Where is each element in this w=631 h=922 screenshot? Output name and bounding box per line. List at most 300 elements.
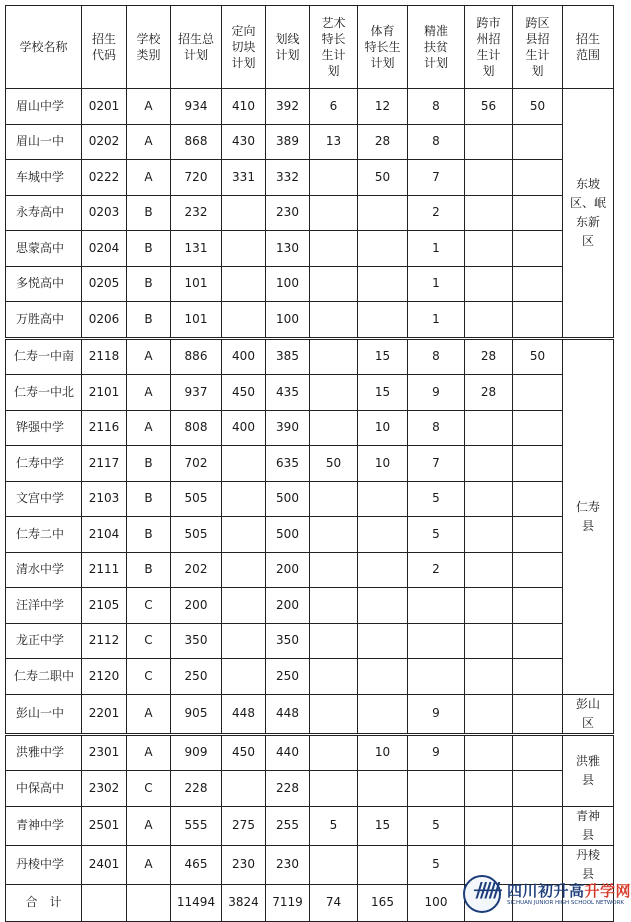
code-cell: 2103 [82,481,127,517]
directed-cell [222,623,266,659]
line-cell: 435 [266,375,310,411]
column-header-line: 生计 [321,48,346,62]
sport-cell [358,302,408,339]
cross-city-cell [465,734,513,771]
directed-cell [222,517,266,553]
type-cell: A [127,160,171,196]
column-header-line: 计划 [183,48,208,62]
cross-city-cell [465,481,513,517]
total-cell: 465 [171,845,222,884]
directed-cell [222,481,266,517]
poverty-cell: 8 [408,338,465,375]
type-cell: B [127,446,171,482]
art-cell [310,266,358,302]
poverty-cell [408,771,465,807]
directed-cell: 275 [222,806,266,845]
art-cell [310,375,358,411]
column-header-line: 招生 [575,32,600,46]
column-header-line: 计划 [231,56,256,70]
line-total-cell: 7119 [266,884,310,921]
line-cell: 200 [266,588,310,624]
type-cell: A [127,694,171,734]
poverty-cell: 1 [408,266,465,302]
type-cell: C [127,659,171,695]
region-line: 区 [581,715,594,730]
region-line: 区、岷 [569,195,606,210]
total-cell: 934 [171,89,222,125]
cross-county-cell [513,552,563,588]
type-cell: B [127,302,171,339]
total-cell: 202 [171,552,222,588]
school-name-cell: 万胜高中 [6,302,82,339]
line-cell: 130 [266,231,310,267]
cross-city-cell: 28 [465,375,513,411]
directed-cell: 448 [222,694,266,734]
region-line: 县 [581,866,594,881]
total-cell: 702 [171,446,222,482]
cross-city-cell [465,517,513,553]
cross-city-cell [465,302,513,339]
sport-cell [358,771,408,807]
table-row [6,231,614,267]
code-cell: 0202 [82,124,127,160]
cross-city-cell [465,231,513,267]
sport-cell: 10 [358,734,408,771]
code-cell: 0203 [82,195,127,231]
school-name-cell: 眉山一中 [6,124,82,160]
column-header [465,6,513,89]
poverty-cell: 9 [408,375,465,411]
cross-county-cell [513,231,563,267]
cross-county-cell [513,771,563,807]
poverty-cell: 7 [408,160,465,196]
enrollment-region-cell [563,89,614,339]
total-cell: 228 [171,771,222,807]
sport-cell: 50 [358,160,408,196]
code-cell: 0205 [82,266,127,302]
total-cell: 937 [171,375,222,411]
line-cell: 230 [266,845,310,884]
cross-county-cell [513,481,563,517]
region-line: 县 [581,518,594,533]
sport-cell [358,694,408,734]
code-cell: 2302 [82,771,127,807]
school-name-cell: 文宫中学 [6,481,82,517]
type-cell: A [127,375,171,411]
code-cell: 2111 [82,552,127,588]
directed-cell [222,195,266,231]
code-cell: 2120 [82,659,127,695]
column-header-line: 生计 [525,48,550,62]
enrollment-region-cell [563,694,614,734]
column-header [266,6,310,89]
type-cell: B [127,481,171,517]
line-cell: 500 [266,517,310,553]
sport-cell [358,588,408,624]
total-cell: 101 [171,266,222,302]
school-name-cell: 多悦高中 [6,266,82,302]
code-cell: 2401 [82,845,127,884]
sport-cell: 12 [358,89,408,125]
school-name-cell: 清水中学 [6,552,82,588]
column-header-line: 体育 [370,24,395,38]
art-cell [310,481,358,517]
art-cell [310,588,358,624]
cross-county-cell [513,623,563,659]
column-header-line: 计划 [370,56,395,70]
table-row [6,266,614,302]
type-cell: A [127,734,171,771]
directed-cell [222,771,266,807]
type-cell: A [127,845,171,884]
art-cell [310,410,358,446]
type-cell: B [127,552,171,588]
table-row [6,623,614,659]
cross-county-cell [513,195,563,231]
line-cell: 100 [266,302,310,339]
table-row [6,481,614,517]
school-name-cell: 思蒙高中 [6,231,82,267]
code-cell: 2116 [82,410,127,446]
column-header-line: 切块 [231,40,256,54]
cross-city-cell: 56 [465,89,513,125]
region-line: 县 [581,772,594,787]
line-cell: 392 [266,89,310,125]
directed-cell [222,302,266,339]
table-row [6,89,614,125]
art-cell [310,694,358,734]
sport-cell: 10 [358,446,408,482]
art-cell [310,734,358,771]
total-cell: 555 [171,806,222,845]
table-row [6,195,614,231]
school-name-cell: 洪雅中学 [6,734,82,771]
directed-cell: 400 [222,338,266,375]
column-header-line: 招生 [91,32,116,46]
type-cell: B [127,195,171,231]
poverty-cell: 2 [408,552,465,588]
directed-cell: 410 [222,89,266,125]
cross-county-cell [513,410,563,446]
column-header [171,6,222,89]
total-cell: 909 [171,734,222,771]
column-header-line: 精准 [423,24,448,38]
total-cell: 250 [171,659,222,695]
total-cell: 200 [171,588,222,624]
column-header-line: 定向 [231,24,256,38]
school-name-cell: 中保高中 [6,771,82,807]
art-cell [310,338,358,375]
region-line: 区 [581,233,594,248]
header-row [6,6,614,89]
total-cell: 101 [171,302,222,339]
column-header [408,6,465,89]
total-cell: 720 [171,160,222,196]
directed-total-cell: 3824 [222,884,266,921]
art-cell [310,160,358,196]
column-header-line: 特长生 [364,40,401,54]
directed-cell [222,588,266,624]
column-header-line: 划 [327,64,340,78]
sport-cell [358,231,408,267]
empty-cell [82,884,127,921]
poverty-cell: 5 [408,481,465,517]
table-row [6,659,614,695]
sport-cell: 15 [358,338,408,375]
cross-city-cell [465,806,513,845]
line-cell: 228 [266,771,310,807]
art-cell: 6 [310,89,358,125]
cross-county-cell [513,302,563,339]
table-row [6,160,614,196]
region-line: 彭山 [575,696,600,711]
cross-county-cell: 50 [513,338,563,375]
code-cell: 0204 [82,231,127,267]
cross-county-cell [513,659,563,695]
cross-city-cell [465,771,513,807]
code-cell: 2104 [82,517,127,553]
region-line: 洪雅 [575,753,600,768]
line-cell: 332 [266,160,310,196]
column-header-line: 跨区 [525,16,550,30]
sport-total-cell: 165 [358,884,408,921]
code-cell: 2501 [82,806,127,845]
cross-city-cell [465,446,513,482]
cross-city-cell [465,195,513,231]
sport-cell: 28 [358,124,408,160]
table-row [6,694,614,734]
school-name-cell: 仁寿二职中 [6,659,82,695]
type-cell: A [127,124,171,160]
school-name-cell: 铧强中学 [6,410,82,446]
code-cell: 2201 [82,694,127,734]
sport-cell [358,266,408,302]
school-name-cell: 仁寿一中北 [6,375,82,411]
school-name-cell: 龙正中学 [6,623,82,659]
poverty-cell: 9 [408,694,465,734]
sport-cell: 15 [358,375,408,411]
total-cell: 886 [171,338,222,375]
type-cell: C [127,588,171,624]
region-line: 东新 [575,214,600,229]
school-name-cell: 仁寿中学 [6,446,82,482]
column-header [82,6,127,89]
column-header-line: 范围 [575,48,600,62]
table-row [6,302,614,339]
poverty-cell [408,659,465,695]
cross-county-cell [513,124,563,160]
type-cell: A [127,89,171,125]
total-label-cell: 合 计 [6,884,82,921]
enrollment-plan-table [5,5,614,922]
cross-county-cell [513,266,563,302]
art-cell [310,302,358,339]
cross-city-cell [465,694,513,734]
cross-county-cell [513,734,563,771]
region-line: 仁寿 [575,499,600,514]
type-cell: B [127,517,171,553]
line-cell: 385 [266,338,310,375]
line-cell: 390 [266,410,310,446]
column-header-line: 计划 [423,56,448,70]
total-cell: 350 [171,623,222,659]
line-cell: 255 [266,806,310,845]
column-header [127,6,171,89]
code-cell: 2117 [82,446,127,482]
total-cell: 505 [171,481,222,517]
table-row [6,734,614,771]
column-header-line: 州招 [476,32,501,46]
directed-cell: 331 [222,160,266,196]
sport-cell [358,517,408,553]
code-cell: 2301 [82,734,127,771]
column-header [6,6,82,89]
poverty-cell [408,588,465,624]
directed-cell: 450 [222,734,266,771]
cross-city-cell [465,410,513,446]
column-header-line: 特长 [321,32,346,46]
column-header [310,6,358,89]
art-cell: 13 [310,124,358,160]
column-header [563,6,614,89]
art-cell [310,659,358,695]
type-cell: C [127,771,171,807]
enrollment-region-cell [563,734,614,806]
watermark-subtitle: SICHUAN JUNIOR HIGH SCHOOL NETWORK [507,900,625,906]
line-cell: 250 [266,659,310,695]
table-row [6,410,614,446]
column-header-line: 计划 [275,48,300,62]
line-cell: 448 [266,694,310,734]
column-header-line: 划 [531,64,544,78]
art-cell [310,623,358,659]
line-cell: 100 [266,266,310,302]
cross-county-cell: 50 [513,89,563,125]
column-header-line: 跨市 [476,16,501,30]
total-cell: 808 [171,410,222,446]
cross-city-cell: 28 [465,338,513,375]
poverty-cell: 5 [408,806,465,845]
poverty-cell: 5 [408,517,465,553]
empty-cell [127,884,171,921]
directed-cell [222,659,266,695]
line-cell: 200 [266,552,310,588]
cross-city-cell [465,552,513,588]
art-cell [310,771,358,807]
poverty-cell [408,623,465,659]
column-header [222,6,266,89]
school-name-cell: 汪洋中学 [6,588,82,624]
cross-county-cell [513,160,563,196]
enrollment-region-cell [563,806,614,845]
school-name-cell: 仁寿二中 [6,517,82,553]
region-line: 东坡 [575,176,600,191]
school-name-cell: 车城中学 [6,160,82,196]
type-cell: A [127,806,171,845]
total-cell: 505 [171,517,222,553]
column-header-line: 招生总 [177,32,214,46]
school-name-cell: 眉山中学 [6,89,82,125]
school-name-cell: 彭山一中 [6,694,82,734]
table-row [6,588,614,624]
column-header-line: 艺术 [321,16,346,30]
total-cell: 232 [171,195,222,231]
directed-cell: 230 [222,845,266,884]
column-header-line: 学校 [136,32,161,46]
type-cell: B [127,266,171,302]
cross-county-cell [513,806,563,845]
sport-cell [358,195,408,231]
cross-city-cell [465,659,513,695]
total-cell: 905 [171,694,222,734]
column-header-line: 代码 [91,48,116,62]
poverty-cell: 8 [408,410,465,446]
region-line: 青神 [575,808,600,823]
sport-cell [358,845,408,884]
table-row [6,552,614,588]
type-cell: A [127,410,171,446]
type-cell: B [127,231,171,267]
school-name-cell: 永寿高中 [6,195,82,231]
code-cell: 2118 [82,338,127,375]
table-row [6,446,614,482]
line-cell: 500 [266,481,310,517]
directed-cell: 430 [222,124,266,160]
sport-cell [358,481,408,517]
school-name-cell: 青神中学 [6,806,82,845]
column-header-line: 类别 [136,48,161,62]
art-cell [310,552,358,588]
cross-city-cell [465,266,513,302]
cross-county-cell [513,375,563,411]
sport-cell: 10 [358,410,408,446]
poverty-cell: 1 [408,302,465,339]
total-cell: 868 [171,124,222,160]
watermark-title: 四川初升高升学网 [507,882,631,900]
code-cell: 2101 [82,375,127,411]
cross-city-cell [465,124,513,160]
code-cell: 2112 [82,623,127,659]
region-line: 丹棱 [575,847,600,862]
line-cell: 635 [266,446,310,482]
table-row [6,375,614,411]
art-cell: 50 [310,446,358,482]
column-header-line: 划 [482,64,495,78]
art-total-cell: 74 [310,884,358,921]
sport-cell [358,552,408,588]
column-header-line: 生计 [476,48,501,62]
table-row [6,517,614,553]
cross-county-cell [513,588,563,624]
poverty-cell: 8 [408,124,465,160]
art-cell: 5 [310,806,358,845]
runner-figure-icon: ᚏ [474,877,502,901]
sport-cell: 15 [358,806,408,845]
school-name-cell: 丹棱中学 [6,845,82,884]
enrollment-region-cell [563,338,614,694]
site-watermark-logo [463,871,631,913]
total-cell: 131 [171,231,222,267]
line-cell: 230 [266,195,310,231]
table-row [6,338,614,375]
column-header-line: 划线 [275,32,300,46]
poverty-cell: 5 [408,845,465,884]
type-cell: C [127,623,171,659]
grand-total-cell: 11494 [171,884,222,921]
line-cell: 389 [266,124,310,160]
sport-cell [358,659,408,695]
sport-cell [358,623,408,659]
